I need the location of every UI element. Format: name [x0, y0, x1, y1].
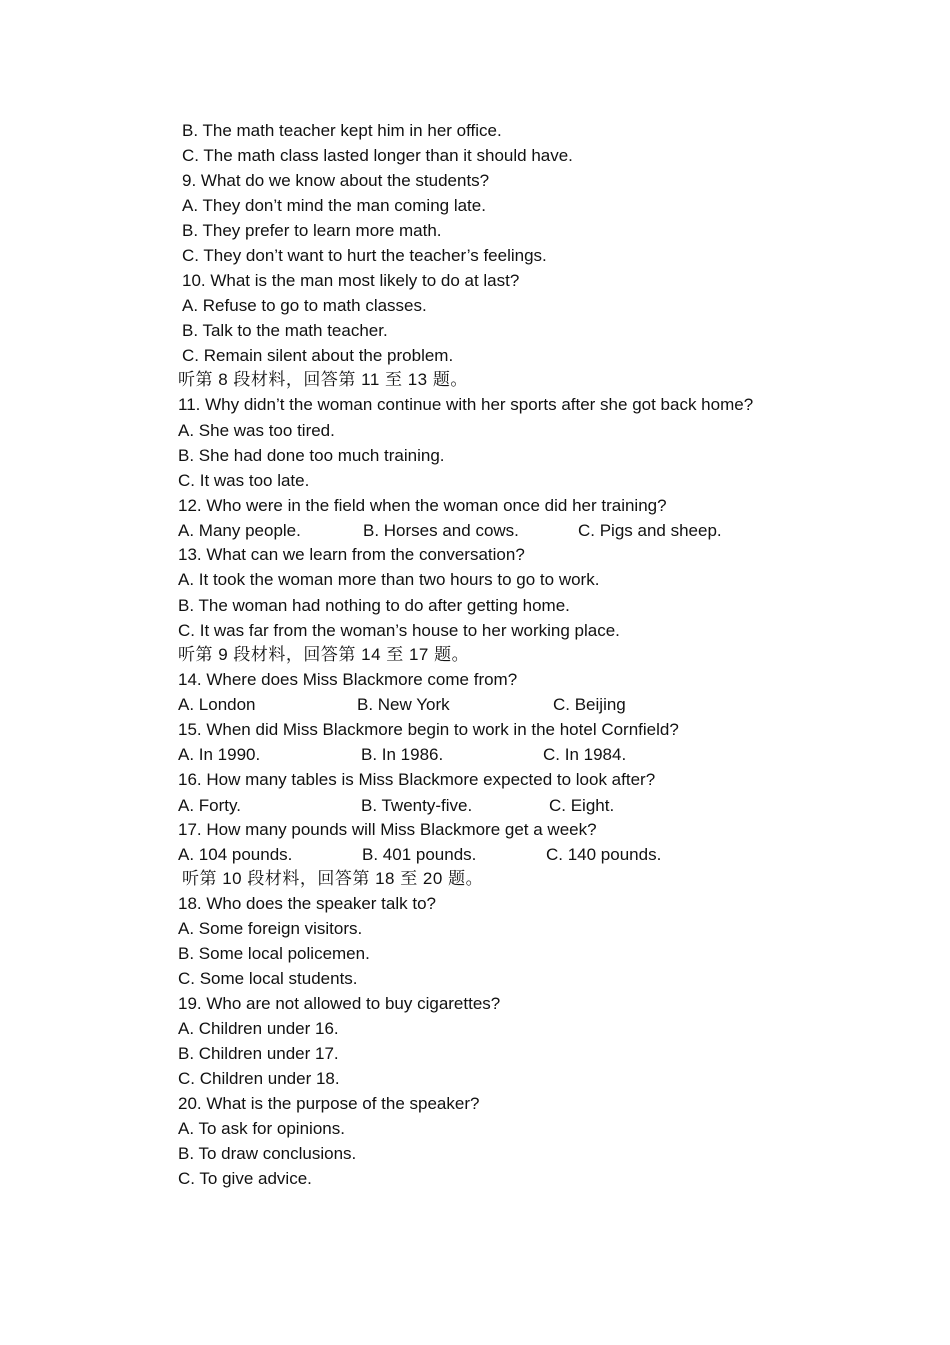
question-9: 9. What do we know about the students?	[182, 171, 490, 190]
question-15-option-b: B. In 1986.	[361, 745, 444, 764]
question-17-option-c: C. 140 pounds.	[546, 845, 662, 864]
question-16-option-a: A. Forty.	[178, 796, 241, 815]
question-11-option-c: C. It was too late.	[178, 471, 310, 490]
question-13: 13. What can we learn from the conversation?	[178, 545, 525, 564]
question-15-option-a: A. In 1990.	[178, 745, 261, 764]
question-11: 11. Why didn’t the woman continue with her sports after she got back home?	[178, 395, 754, 414]
question-20-option-a: A. To ask for opinions.	[178, 1119, 345, 1138]
question-12: 12. Who were in the field when the woman once did her training?	[178, 496, 667, 515]
question-20: 20. What is the purpose of the speaker?	[178, 1094, 480, 1113]
question-18-option-b: B. Some local policemen.	[178, 944, 370, 963]
question-16-option-c: C. Eight.	[549, 796, 615, 815]
question-13-option-b: B. The woman had nothing to do after getting home.	[178, 596, 570, 615]
question-19-option-a: A. Children under 16.	[178, 1019, 339, 1038]
question-17-option-b: B. 401 pounds.	[362, 845, 477, 864]
question-13-option-c: C. It was far from the woman’s house to her working place.	[178, 621, 620, 640]
question-18-option-c: C. Some local students.	[178, 969, 358, 988]
question-11-option-a: A. She was too tired.	[178, 421, 335, 440]
section-8-instruction: 听第 8 段材料，回答第 11 至 13 题。	[178, 370, 468, 389]
question-12-option-a: A. Many people.	[178, 521, 301, 540]
question-17-option-a: A. 104 pounds.	[178, 845, 293, 864]
question-9-option-b: B. They prefer to learn more math.	[182, 221, 442, 240]
question-9-option-c: C. They don’t want to hurt the teacher’s feelings.	[182, 246, 547, 265]
question-14-option-c: C. Beijing	[553, 695, 626, 714]
question-8-option-c: C. The math class lasted longer than it should have.	[182, 146, 573, 165]
question-18-option-a: A. Some foreign visitors.	[178, 919, 363, 938]
question-12-option-b: B. Horses and cows.	[363, 521, 519, 540]
question-13-option-a: A. It took the woman more than two hours to go to work.	[178, 570, 600, 589]
question-16-option-b: B. Twenty-five.	[361, 796, 473, 815]
question-10-option-b: B. Talk to the math teacher.	[182, 321, 388, 340]
question-10-option-c: C. Remain silent about the problem.	[182, 346, 454, 365]
question-14: 14. Where does Miss Blackmore come from?	[178, 670, 518, 689]
question-16: 16. How many tables is Miss Blackmore expected to look after?	[178, 770, 656, 789]
question-9-option-a: A. They don’t mind the man coming late.	[182, 196, 486, 215]
section-9-instruction: 听第 9 段材料，回答第 14 至 17 题。	[178, 645, 470, 664]
question-12-option-c: C. Pigs and sheep.	[578, 521, 722, 540]
question-11-option-b: B. She had done too much training.	[178, 446, 445, 465]
question-14-option-a: A. London	[178, 695, 256, 714]
question-10: 10. What is the man most likely to do at last?	[182, 271, 520, 290]
question-20-option-b: B. To draw conclusions.	[178, 1144, 357, 1163]
question-8-option-b: B. The math teacher kept him in her office.	[182, 121, 502, 140]
question-10-option-a: A. Refuse to go to math classes.	[182, 296, 427, 315]
section-10-instruction: 听第 10 段材料，回答第 18 至 20 题。	[182, 869, 484, 888]
question-19-option-b: B. Children under 17.	[178, 1044, 339, 1063]
question-15: 15. When did Miss Blackmore begin to work in the hotel Cornfield?	[178, 720, 679, 739]
question-17: 17. How many pounds will Miss Blackmore get a week?	[178, 820, 597, 839]
question-19-option-c: C. Children under 18.	[178, 1069, 340, 1088]
question-20-option-c: C. To give advice.	[178, 1169, 312, 1188]
question-14-option-b: B. New York	[357, 695, 450, 714]
question-19: 19. Who are not allowed to buy cigarettes?	[178, 994, 501, 1013]
question-15-option-c: C. In 1984.	[543, 745, 627, 764]
question-18: 18. Who does the speaker talk to?	[178, 894, 436, 913]
